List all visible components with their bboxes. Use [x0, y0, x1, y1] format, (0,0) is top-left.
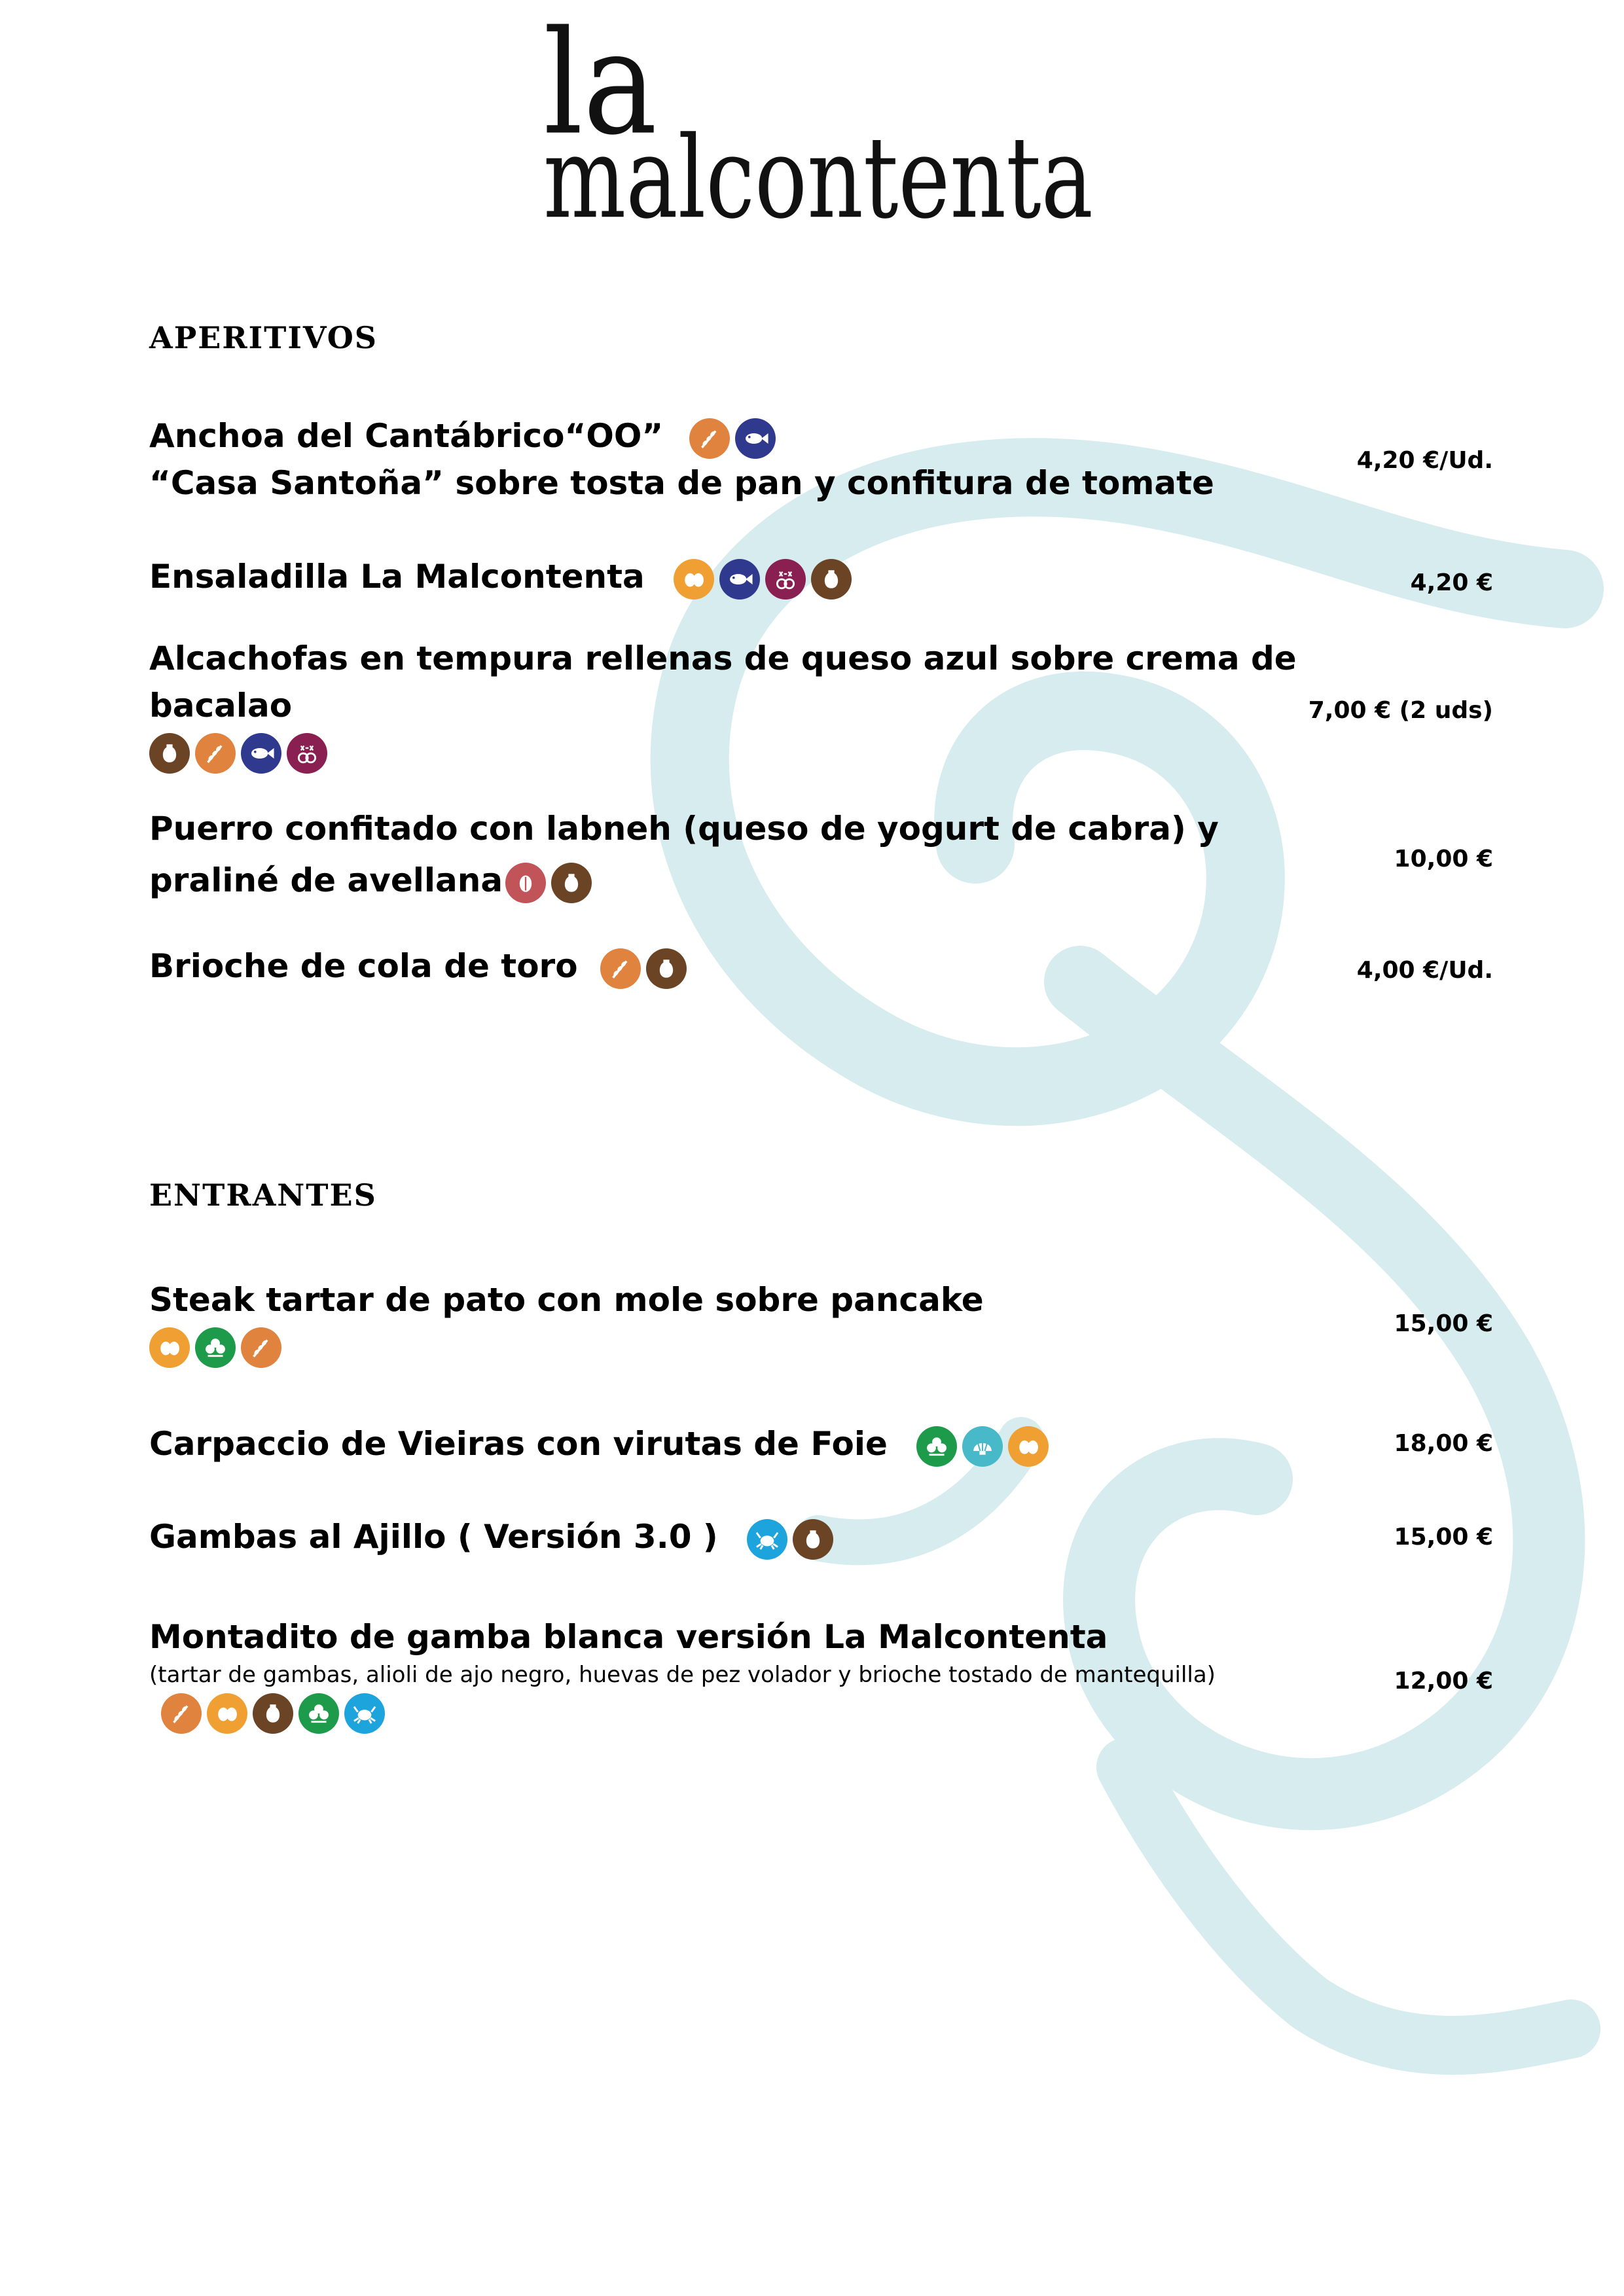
menu-item-steak-tartar [149, 1276, 984, 1368]
gluten-icon [195, 733, 236, 774]
milk-icon [149, 733, 190, 774]
price-alcachofas: 7,00 € (2 uds) [1308, 697, 1493, 724]
sulphites-icon [287, 733, 327, 774]
allergen-icons [505, 863, 592, 903]
milk-icon [811, 559, 852, 600]
celery-icon [916, 1426, 957, 1467]
price-brioche: 4,00 €/Ud. [1356, 957, 1493, 984]
logo-line-1: la [543, 20, 658, 167]
price-ensaladilla: 4,20 € [1410, 569, 1493, 596]
price-anchoa: 4,20 €/Ud. [1356, 447, 1493, 474]
crustaceans-icon [344, 1693, 385, 1734]
allergen-icons [600, 948, 687, 989]
allergen-icons [674, 559, 852, 600]
menu-item-alcachofas [149, 635, 1297, 774]
egg-icon [674, 559, 714, 600]
gluten-icon [600, 948, 641, 989]
dish-description: “Casa Santoña” sobre tosta de pan y confitura de tomate [149, 464, 1214, 502]
fish-icon [241, 733, 281, 774]
allergen-icons [747, 1519, 833, 1560]
price-montadito: 12,00 € [1394, 1668, 1493, 1695]
molluscs-icon [962, 1426, 1003, 1467]
dish-description: (tartar de gambas, alioli de ajo negro, huevas de pez volador y brioche tostado de mantequilla) [149, 1662, 1216, 1688]
dish-name: Brioche de cola de toro [149, 947, 578, 985]
dish-name: Alcachofas en tempura rellenas de queso azul sobre crema de [149, 639, 1297, 677]
dish-name: Anchoa del Cantábrico“OO” [149, 417, 664, 455]
dish-name: Puerro confitado con labneh (queso de yogurt de cabra) y [149, 810, 1219, 848]
dish-name-cont: bacalao [149, 687, 293, 725]
section-title-entrantes: entrantes [149, 1165, 377, 1216]
allergen-icons [689, 418, 776, 459]
price-gambas-ajillo: 15,00 € [1394, 1524, 1493, 1551]
restaurant-logo [537, 20, 1100, 236]
menu-item-carpaccio [149, 1420, 1049, 1467]
menu-item-brioche [149, 942, 687, 990]
allergen-icons [916, 1426, 1049, 1467]
fish-icon [735, 418, 776, 459]
logo-line-2: malcontenta [543, 113, 1093, 236]
menu-item-puerro [149, 805, 1219, 908]
egg-icon [149, 1327, 190, 1368]
milk-icon [793, 1519, 833, 1560]
section-title-aperitivos: aperitivos [149, 308, 378, 359]
menu-item-montadito [149, 1613, 1216, 1734]
allergen-icons [149, 733, 1297, 774]
gluten-icon [689, 418, 730, 459]
price-steak-tartar: 15,00 € [1394, 1310, 1493, 1337]
celery-icon [195, 1327, 236, 1368]
crustaceans-icon [747, 1519, 787, 1560]
dish-name-cont: praliné de avellana [149, 861, 503, 899]
sulphites-icon [765, 559, 806, 600]
menu-item-ensaladilla [149, 553, 852, 600]
menu-item-anchoa [149, 412, 1214, 507]
fish-icon [719, 559, 760, 600]
celery-icon [298, 1693, 339, 1734]
logo-wordmark [537, 20, 1100, 236]
nuts-icon [505, 863, 546, 903]
dish-name: Ensaladilla La Malcontenta [149, 558, 645, 596]
price-carpaccio: 18,00 € [1394, 1430, 1493, 1457]
milk-icon [551, 863, 592, 903]
egg-icon [207, 1693, 247, 1734]
gluten-icon [161, 1693, 202, 1734]
dish-name: Montadito de gamba blanca versión La Malcontenta [149, 1618, 1108, 1656]
dish-name: Gambas al Ajillo ( Versión 3.0 ) [149, 1518, 718, 1556]
milk-icon [253, 1693, 293, 1734]
dish-name: Carpaccio de Vieiras con virutas de Foie [149, 1425, 888, 1463]
dish-name: Steak tartar de pato con mole sobre pancake [149, 1281, 984, 1319]
allergen-icons [149, 1327, 984, 1368]
price-puerro: 10,00 € [1394, 846, 1493, 872]
egg-icon [1008, 1426, 1049, 1467]
gluten-icon [241, 1327, 281, 1368]
milk-icon [646, 948, 687, 989]
allergen-icons [161, 1693, 1216, 1734]
menu-item-gambas-ajillo [149, 1513, 833, 1560]
